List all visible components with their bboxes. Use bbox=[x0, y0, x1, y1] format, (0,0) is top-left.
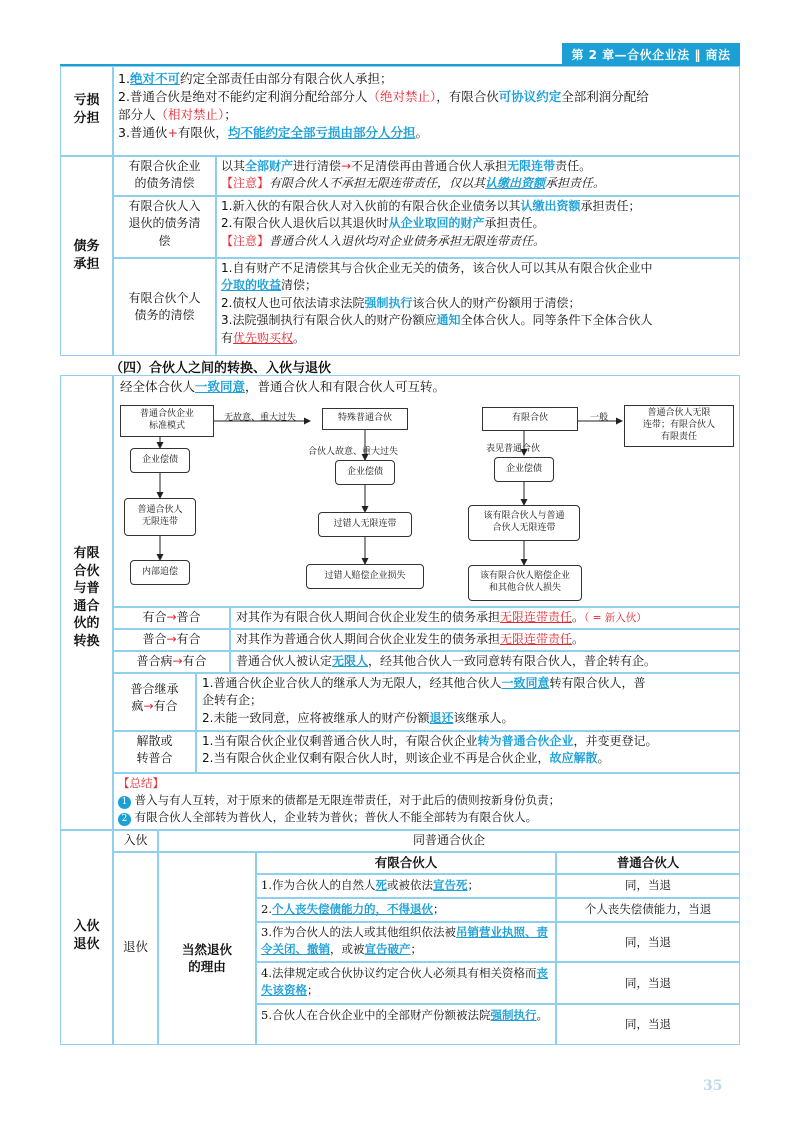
col-lp-header: 有限合伙人 bbox=[374, 855, 438, 870]
flow-special-enterprise-pays: 企业偿债 bbox=[335, 460, 395, 485]
reason-row-5-lp: 5.合伙人在合伙企业中的全部财产份额被法院强制执行。 bbox=[261, 1008, 548, 1022]
convert-r2-content: 对其作为普通合伙人期间合伙企业发生的债务承担无限连带责任。 bbox=[236, 632, 585, 646]
reason-row-4-lp: 4.法律规定或合伙协议约定合伙人必须具有相关资格而丧失该资格； bbox=[261, 966, 548, 997]
summary-num-2: 2 bbox=[118, 813, 131, 826]
convert-r5-content: 1.当有限合伙企业仅剩普通合伙人时，有限合伙企业转为普通合伙企业，并变更登记。 2.当有限合伙企业仅剩有限合伙人时，则该企业不再是合伙企业，故应解散。 bbox=[202, 734, 658, 766]
reason-label: 当然退伙 的理由 bbox=[181, 942, 232, 974]
reason-row-3-lp: 3.作为合伙人的法人或其他组织依法被吊销营业执照、责令关闭、撤销，或被宣告破产； bbox=[261, 925, 548, 956]
in-label: 入伙 bbox=[123, 833, 148, 847]
flow-gp-enterprise-pays: 企业偿债 bbox=[130, 448, 190, 473]
debt-r2-label: 有限合伙人入 退伙的债务清 偿 bbox=[128, 199, 201, 248]
debt-r3-content: 1.自有财产不足清偿其与合伙企业无关的债务，该合伙人可以其从有限合伙企业中 分取的收益清偿； 2.债权人也可依法请求法院强制执行该合伙人的财产份额用于清偿； 3.法院强制执行有限合伙人的财产份额应通知全体合伙人。同等条件下全体合伙人 有优先购买权。 bbox=[221, 261, 653, 345]
loss-label: 亏损 分担 bbox=[73, 93, 100, 126]
inout-label: 入伙 退伙 bbox=[73, 919, 100, 952]
debt-r1-content: 以其全部财产进行清偿→不足清偿再由普通合伙人承担无限连带责任。 【注意】有限合伙人不承担无限连带责任，仅以其认缴出资额承担责任。 bbox=[221, 159, 606, 191]
convert-intro: 经全体合伙人一致同意，普通合伙人和有限合伙人可互转。 bbox=[120, 379, 446, 394]
flow-lp-compensate: 该有限合伙人赔偿企业 和其他合伙人损失 bbox=[468, 565, 582, 601]
debt-label: 债务 承担 bbox=[73, 239, 100, 272]
convert-r4-label: 普合继承 疯→有合 bbox=[130, 682, 179, 714]
flow-special-gp: 特殊普通合伙 bbox=[322, 408, 408, 430]
flow-special-fault-unlimited: 过错人无限连带 bbox=[318, 512, 412, 537]
convert-summary: 【总结】 1 普入与有人互转，对于原来的债都是无限连带责任，对于此后的债则按新身份负责； 2 有限合伙人全部转为普伙人，企业转为普伙；普伙人不能全部转为有限合伙人。 bbox=[118, 776, 561, 824]
flow-gp-standard: 普通合伙企业 标准模式 bbox=[120, 405, 214, 437]
flow-lp-enterprise-pays: 企业偿债 bbox=[494, 457, 554, 482]
in-content: 同普通合伙企 bbox=[412, 833, 485, 847]
flow-gp-recourse: 内部追偿 bbox=[130, 560, 190, 585]
reason-row-1-gp: 同，当退 bbox=[625, 878, 671, 892]
flow-lp-joint-unlimited: 该有限合伙人与普通 合伙人无限连带 bbox=[468, 505, 580, 541]
reason-row-1-lp: 1.作为合伙人的自然人死或被依法宣告死； bbox=[261, 878, 479, 892]
flow-lp-apparent: 表见普通合伙 bbox=[486, 444, 541, 454]
convert-r3-label: 普合病→有合 bbox=[136, 654, 207, 668]
flow-lp-general-result: 普通合伙人无限 连带；有限合伙人 有限责任 bbox=[624, 405, 734, 447]
convert-r1-content: 对其作为有限合伙人期间合伙企业发生的债务承担无限连带责任。（ = 新入伙） bbox=[236, 610, 647, 624]
section-title: （四）合伙人之间的转换、入伙与退伙 bbox=[110, 361, 332, 376]
convert-r4-content: 1.普通合伙企业合伙人的继承人为无限人，经其他合伙人一致同意转有限合伙人，普 企转有企； 2.未能一致同意，应将被继承人的财产份额退还该继承人。 bbox=[202, 676, 646, 725]
flow-gp-unlimited: 普通合伙人 无限连带 bbox=[124, 498, 196, 536]
col-gp-header: 普通合伙人 bbox=[616, 855, 680, 870]
flow-special-condition: 合伙人故意、重大过失 bbox=[308, 447, 399, 457]
flow-lp: 有限合伙 bbox=[482, 407, 578, 431]
flow-special-fault-compensate: 过错人赔偿企业损失 bbox=[306, 564, 424, 589]
page-number: 35 bbox=[703, 1078, 723, 1094]
reason-row-3-gp: 同，当退 bbox=[625, 935, 671, 949]
convert-r3-content: 普通合伙人被认定无限人，经其他合伙人一致同意转有限合伙人，普企转有企。 bbox=[236, 654, 657, 668]
convert-label: 有限 合伙 与普 通合 伙的 转换 bbox=[73, 546, 100, 649]
chapter-header: 第 2 章—合伙企业法 ‖ 商法 bbox=[562, 43, 740, 65]
reason-row-2-lp: 2.个人丧失偿债能力的，不得退伙； bbox=[261, 902, 445, 916]
reason-row-4-gp: 同，当退 bbox=[625, 976, 671, 990]
flow-lp-general: 一般 bbox=[590, 413, 609, 423]
reason-row-2-gp: 个人丧失偿债能力，当退 bbox=[584, 902, 712, 916]
loss-content: 1.绝对不可约定全部责任由部分有限合伙人承担； 2.普通合伙是绝对不能约定利润分配给部分人（绝对禁止），有限合伙可协议约定全部利润分配给 部分人（相对禁止）； 3.普通伙+有限伙，均不能约定全部亏损由部分人分担。 bbox=[118, 71, 649, 141]
out-label: 退伙 bbox=[122, 939, 148, 954]
reason-row-5-gp: 同，当退 bbox=[625, 1017, 671, 1031]
debt-r3-label: 有限合伙个人 债务的清偿 bbox=[128, 291, 201, 323]
flow-gp-condition: 无故意、重大过失 bbox=[224, 413, 297, 423]
convert-r5-label: 解散或 转普合 bbox=[136, 734, 173, 766]
convert-r1-label: 有合→普合 bbox=[142, 610, 201, 624]
summary-num-1: 1 bbox=[118, 796, 131, 809]
debt-r2-content: 1.新入伙的有限合伙人对入伙前的有限合伙企业债务以其认缴出资额承担责任； 2.有限合伙人退伙后以其退伙时从企业取回的财产承担责任。 【注意】普通合伙人入退伙均对企业债务承担无限连带责任。 bbox=[221, 199, 641, 248]
debt-r1-label: 有限合伙企业 的债务清偿 bbox=[128, 159, 201, 191]
convert-r2-label: 普合→有合 bbox=[142, 632, 201, 646]
